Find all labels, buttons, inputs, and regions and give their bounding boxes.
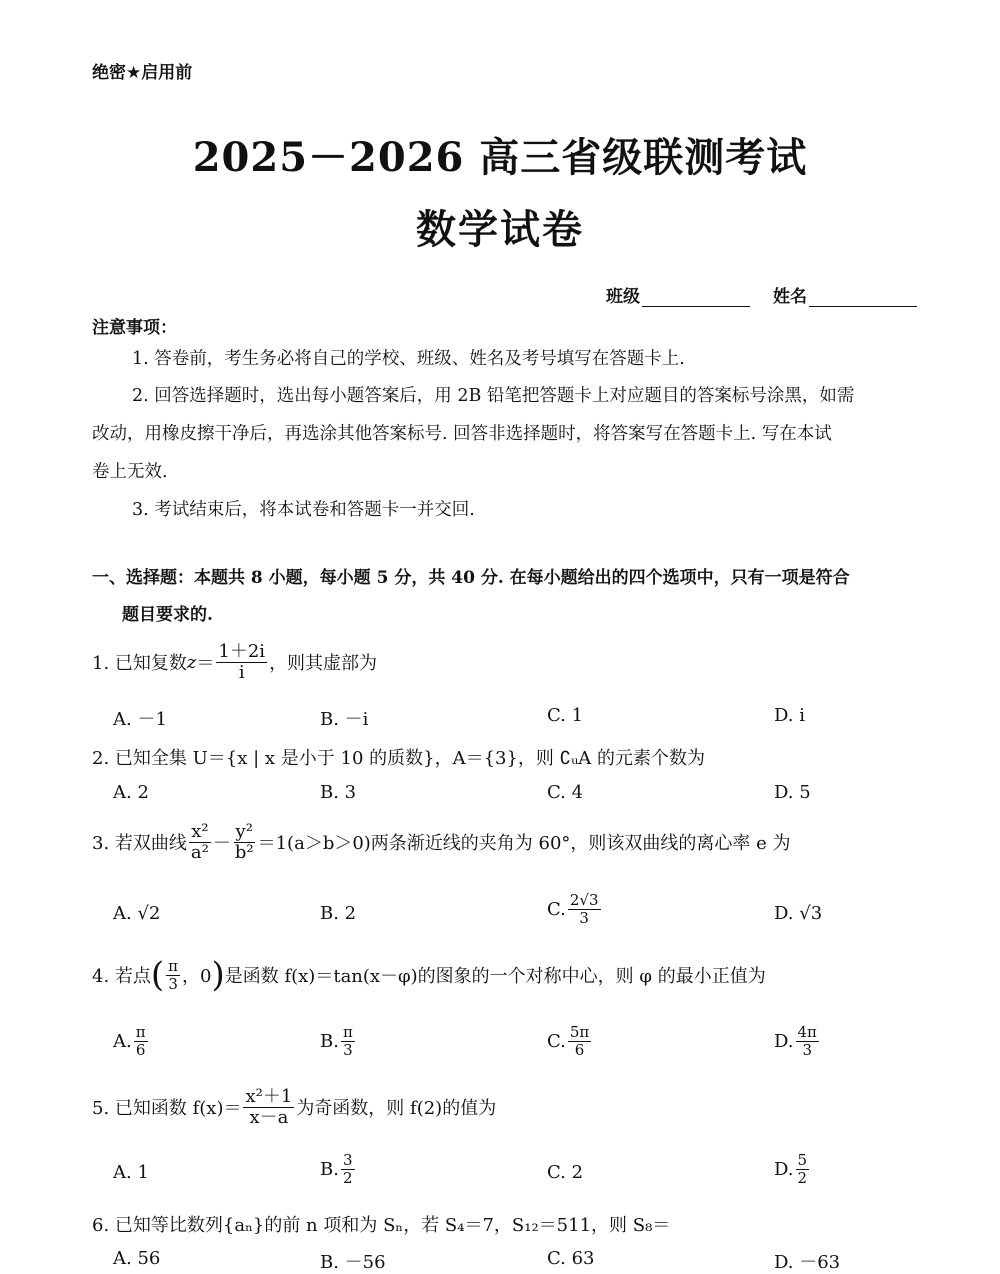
q3-c-den: 3 [579,908,589,927]
secret-tag: 绝密★启用前 [92,63,193,83]
q5-d-den: 2 [797,1168,808,1187]
q1-suffix: ，则其虚部为 [269,653,378,675]
q3-den-a: a² [190,841,209,863]
q4-suffix: 是函数 f(x)＝tan(x－φ)的图象的一个对称中心，则 φ 的最小正值为 [224,966,766,987]
q4-a-den: 6 [135,1040,146,1059]
q4-a-prefix: A. [113,1030,132,1052]
q4-left-paren: ( [150,955,165,995]
q5-den: x－a [249,1106,289,1128]
q3-c-fraction [568,892,601,926]
q4-d-prefix: D. [774,1030,794,1052]
notice-item-1: 1. 答卷前，考生务必将自己的学校、班级、姓名及考号填写在答题卡上. [132,349,685,369]
q3-option-d [774,903,822,924]
q1-fraction [216,642,267,683]
q5-fraction [243,1087,294,1128]
question-5 [92,1087,496,1128]
q3-option-c [547,892,603,926]
question-3 [92,822,791,863]
notice-heading: 注意事项： [92,318,177,338]
q3-fraction-x [189,822,211,863]
q4-option-d [774,1024,821,1058]
notice-item-2-line-3: 卷上无效. [92,462,168,482]
q5-b-num: 3 [342,1151,353,1169]
q5-d-fraction [796,1152,810,1186]
q4-option-c [547,1024,593,1058]
q5-d-prefix: D. [774,1158,794,1180]
q5-suffix: 为奇函数，则 f(2)的值为 [296,1098,497,1120]
notice-item-2-line-2: 改动，用橡皮擦干净后，再选涂其他答案标号. 回答非选择题时，将答案写在答题卡上. 写在本试 [92,424,832,444]
question-4 [92,955,766,995]
q4-c-num: 5π [569,1023,590,1041]
q1-numerator: 1＋2i [218,641,266,662]
exam-subtitle: 数学试卷 [416,206,584,253]
q1-prefix: 1. 已知复数 [92,653,187,675]
q4-a-num: π [135,1023,146,1041]
q5-option-c: C. 2 [547,1162,584,1183]
q1-denominator: i [238,661,245,683]
q5-b-den: 2 [342,1168,353,1187]
q3-option-a [113,903,160,924]
q2-option-d: D. 5 [774,782,811,803]
q6-option-a: A. 56 [113,1248,161,1269]
q4-c-den: 6 [574,1040,585,1059]
q4-d-den: 3 [802,1040,812,1059]
name-blank [809,290,917,307]
q2-option-c: C. 4 [547,782,584,803]
question-1 [92,642,377,683]
q4-option-a [113,1024,150,1058]
q4-c-prefix: C. [547,1030,566,1052]
exam-title: 2025－2026 高三省级联测考试 [192,134,808,181]
q5-b-prefix: B. [320,1158,339,1180]
q3-c-num: 2√3 [569,891,599,909]
q5-option-b [320,1152,357,1186]
q1-eq: ＝ [196,653,215,675]
q3-suffix: ＝1(a＞b＞0)两条渐近线的夹角为 60°，则该双曲线的离心率 e 为 [257,833,791,855]
section1-line-2: 题目要求的. [122,605,213,625]
q1-option-b: B. －i [320,709,369,730]
class-blank [642,290,750,307]
q4-c-fraction [568,1024,591,1058]
q1-option-a: A. －1 [113,709,167,730]
class-field [606,282,750,307]
q4-mid: ，0 [182,966,212,987]
q6-option-d: D. －63 [774,1252,841,1273]
q3-a-value: √2 [137,903,161,924]
q6-option-b: B. －56 [320,1252,386,1273]
name-field [773,282,917,307]
name-label: 姓名 [773,287,807,307]
q4-b-num: π [342,1023,353,1041]
q5-option-a: A. 1 [113,1162,149,1183]
question-2: 2. 已知全集 U＝{x | x 是小于 10 的质数}，A＝{3}，则 ∁ᵤA 的元素个数为 [92,748,705,769]
q4-den: 3 [168,974,178,993]
q5-d-num: 5 [797,1151,808,1169]
q3-num-y: y² [235,821,253,842]
q4-fraction [166,958,180,992]
section1-line-1: 一、选择题：本题共 8 小题，每小题 5 分，共 40 分. 在每小题给出的四个选项中，只有一项是符合 [92,568,850,588]
q1-option-d: D. i [774,705,805,726]
class-label: 班级 [606,287,640,307]
q5-option-d [774,1152,811,1186]
notice-item-3: 3. 考试结束后，将本试卷和答题卡一并交回. [132,500,475,520]
q3-prefix: 3. 若双曲线 [92,833,187,855]
q3-num-x: x² [191,821,209,842]
q1-var: z [186,651,197,673]
q4-b-prefix: B. [320,1030,339,1052]
q3-c-prefix: C. [547,898,566,920]
q3-d-value: √3 [799,903,823,924]
question-6: 6. 已知等比数列{aₙ}的前 n 项和为 Sₙ，若 S₄＝7，S₁₂＝511，则 S₈＝ [92,1215,671,1236]
q3-a-prefix: A. [113,903,138,924]
q3-d-prefix: D. [774,903,800,924]
q3-fraction-y [233,822,256,863]
notice-item-2-line-1: 2. 回答选择题时，选出每小题答案后，用 2B 铅笔把答题卡上对应题目的答案标号涂黑，如需 [132,386,855,406]
q1-option-c: C. 1 [547,705,584,726]
q4-d-fraction [796,1024,819,1058]
q3-den-b: b² [234,841,254,863]
q4-a-fraction [134,1024,148,1058]
q4-prefix: 4. 若点 [92,966,151,987]
q4-right-paren: ) [211,955,225,995]
q3-minus: － [212,833,231,855]
q4-d-num: 4π [797,1023,817,1041]
q6-option-c: C. 63 [547,1248,595,1269]
q5-num: x²＋1 [245,1086,293,1107]
q4-option-b [320,1024,357,1058]
q3-option-b: B. 2 [320,903,357,924]
q5-b-fraction [341,1152,355,1186]
q2-option-b: B. 3 [320,782,357,803]
q4-b-fraction [341,1024,355,1058]
q4-b-den: 3 [343,1040,353,1059]
q5-prefix: 5. 已知函数 f(x)＝ [92,1098,242,1120]
q2-option-a: A. 2 [113,782,149,803]
q4-num: π [168,957,179,975]
